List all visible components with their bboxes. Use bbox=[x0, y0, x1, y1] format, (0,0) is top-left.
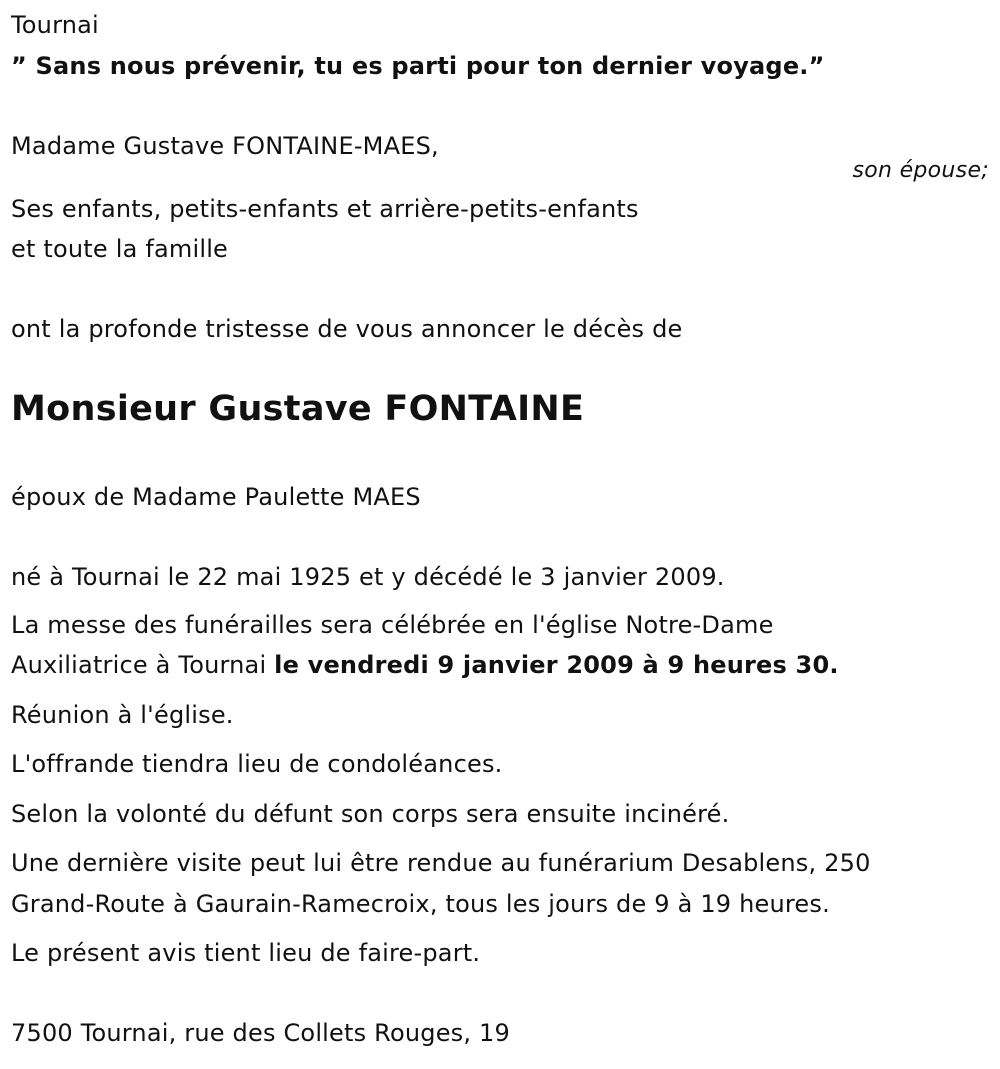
note-cremation: Selon la volonté du défunt son corps sera ensuite incinéré. bbox=[11, 800, 730, 828]
city: Tournai bbox=[11, 11, 99, 39]
deceased-name: Monsieur Gustave FONTAINE bbox=[11, 389, 585, 429]
birth-death: né à Tournai le 22 mai 1925 et y décédé le 3 janvier 2009. bbox=[11, 563, 725, 591]
note-offering: L'offrande tiendra lieu de condoléances. bbox=[11, 750, 503, 778]
family-line-1: Ses enfants, petits-enfants et arrière-petits-enfants bbox=[11, 195, 639, 223]
quote: ” Sans nous prévenir, tu es parti pour ton dernier voyage.” bbox=[11, 52, 825, 80]
family-line-2: et toute la famille bbox=[11, 235, 229, 263]
notice: Le présent avis tient lieu de faire-part. bbox=[11, 939, 481, 967]
note-gathering: Réunion à l'église. bbox=[11, 701, 234, 729]
visit-line-2: Grand-Route à Gaurain-Ramecroix, tous les jours de 9 à 19 heures. bbox=[11, 890, 830, 918]
address: 7500 Tournai, rue des Collets Rouges, 19 bbox=[11, 1019, 510, 1047]
funeral-line-1: La messe des funérailles sera célébrée en l'église Notre-Dame bbox=[11, 611, 774, 639]
spouse-name: Madame Gustave FONTAINE-MAES, bbox=[11, 132, 439, 160]
visit-line-1: Une dernière visite peut lui être rendue au funérarium Desablens, 250 bbox=[11, 849, 871, 877]
announcement: ont la profonde tristesse de vous annoncer le décès de bbox=[11, 315, 683, 343]
funeral-location: Auxiliatrice à Tournai bbox=[11, 651, 275, 679]
spouse-role: son épouse; bbox=[852, 158, 989, 183]
funeral-datetime: le vendredi 9 janvier 2009 à 9 heures 30. bbox=[274, 651, 839, 679]
funeral-line-2 bbox=[11, 645, 839, 685]
spouse-of: époux de Madame Paulette MAES bbox=[11, 483, 421, 511]
